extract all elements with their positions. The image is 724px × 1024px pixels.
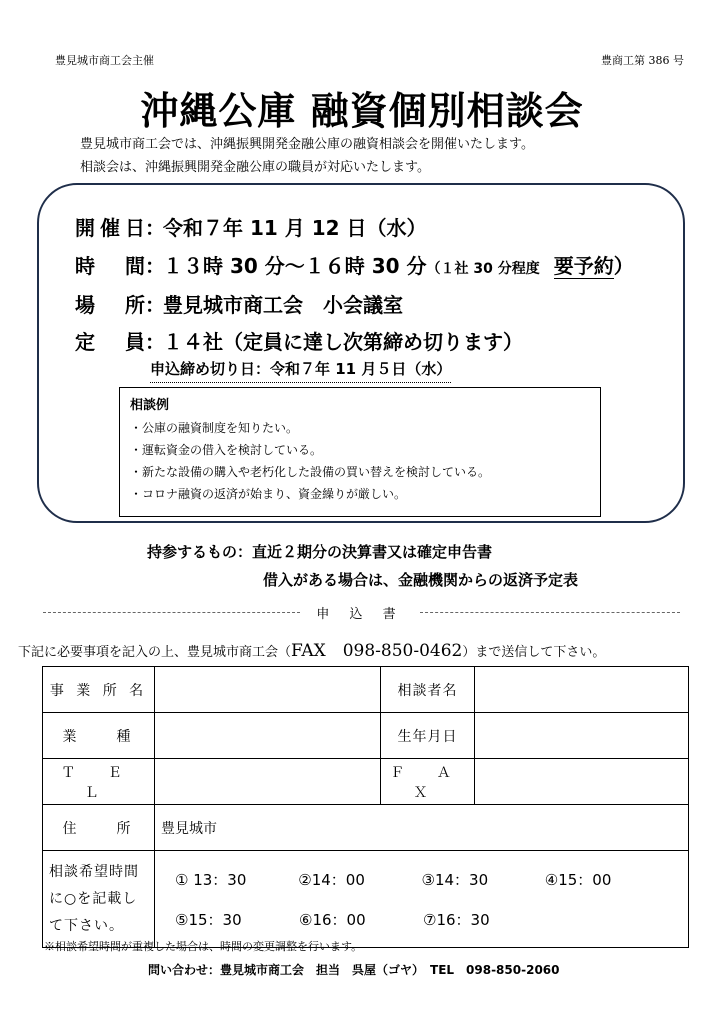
business-name-label: 事 業 所 名 [43,667,155,713]
example-item: ・運転資金の借入を検討している。 [130,443,323,457]
page-title: 沖縄公庫 融資個別相談会 [140,89,584,133]
event-date-value: 令和７年 11 月 12 日（水） [163,216,427,240]
instruction-pre: 下記に必要事項を記入の上、豊見城市商工会（ [18,645,292,660]
instruction-post: ）まで送信して下さい。 [462,645,606,660]
contact-info: 問い合わせ：豊見城市商工会 担当 呉屋（ゴヤ） TEL 098-850-2060 [148,963,560,977]
event-place-row: 場 所：豊見城市商工会 小会議室 [75,289,403,318]
divider-left [43,612,300,613]
event-time-label: 時 間 [75,254,145,278]
address-label: 住 所 [43,805,155,851]
intro-line-1: 豊見城市商工会では、沖縄振興開発金融公庫の融資相談会を開催いたします。 [80,137,534,152]
tel-field[interactable] [155,759,381,805]
event-time-row: 時 間：１３時 30 分～１６時 30 分（１社 30 分程度 要予約） [75,250,634,279]
example-item: ・コロナ融資の返済が始まり、資金繰りが厳しい。 [130,487,407,501]
reservation-required: 要予約 [553,254,614,278]
examples-title: 相談例 [130,398,170,413]
birthdate-field[interactable] [475,713,689,759]
event-capacity-row: 定 員：１４社（定員に達し次第締め切ります） [75,326,523,355]
event-capacity-label: 定 員 [75,330,145,354]
time-slot-1[interactable]: ① 13：30 [175,870,247,889]
time-slot-7[interactable]: ⑦16：30 [423,910,490,929]
fax-label: Ｆ Ａ Ｘ [381,759,475,805]
event-time-note: （１社 30 分程度 [426,261,540,277]
preferred-time-label-line: て下さい。 [49,917,124,934]
example-item: ・公庫の融資制度を知りたい。 [130,421,299,435]
consultant-name-label: 相談者名 [381,667,475,713]
fax-number: FAX 098-850-0462 [291,641,463,661]
preferred-time-label [43,851,155,948]
event-place-label: 場 所 [75,293,145,317]
birthdate-label: 生年月日 [381,713,475,759]
organizer-text: 豊見城市商工会主催 [55,54,154,67]
items-to-bring-line-1: 持参するもの：直近２期分の決算書又は確定申告書 [147,543,493,561]
consultation-examples-box [119,387,601,517]
items-to-bring-line-2: 借入がある場合は、金融機関からの返済予定表 [263,571,579,589]
time-slot-5[interactable]: ⑤15：30 [175,910,242,929]
time-slot-3[interactable]: ③14：30 [421,870,489,889]
time-slot-2[interactable]: ②14：00 [298,870,365,889]
industry-field[interactable] [155,713,381,759]
event-date-row: 開催日：令和７年 11 月 12 日（水） [75,212,427,241]
divider-right [420,612,680,613]
form-heading: 申 込 書 [316,607,404,622]
industry-label: 業 種 [43,713,155,759]
document-number: 豊商工第 386 号 [601,54,684,67]
event-place-value: 豊見城市商工会 小会議室 [163,293,403,317]
event-time-value: １３時 30 分～１６時 30 分 [163,254,427,278]
form-instruction [18,636,605,661]
business-name-field[interactable] [155,667,381,713]
fax-field[interactable] [475,759,689,805]
example-item: ・新たな設備の購入や老朽化した設備の買い替えを検討している。 [130,465,491,479]
intro-line-2: 相談会は、沖縄振興開発金融公庫の職員が対応いたします。 [80,160,430,175]
time-slot-options [155,851,689,948]
preferred-time-label-line: に○を記載し [49,890,138,907]
time-slot-4[interactable]: ④15：00 [544,870,612,889]
event-time-note-close: ） [613,254,634,278]
tel-label: Ｔ Ｅ Ｌ [43,759,155,805]
consultant-name-field[interactable] [475,667,689,713]
event-date-label: 開催日 [75,216,145,240]
time-slot-6[interactable]: ⑥16：00 [299,910,366,929]
preferred-time-label-line: 相談希望時間 [49,863,139,880]
event-capacity-value: １４社（定員に達し次第締め切ります） [163,330,523,354]
footnote: ※相談希望時間が重複した場合は、時間の変更調整を行います。 [44,940,363,953]
address-field[interactable]: 豊見城市 [155,805,689,851]
application-deadline: 申込締め切り日：令和７年 11 月５日（水） [150,358,451,383]
application-form-table [42,666,689,948]
